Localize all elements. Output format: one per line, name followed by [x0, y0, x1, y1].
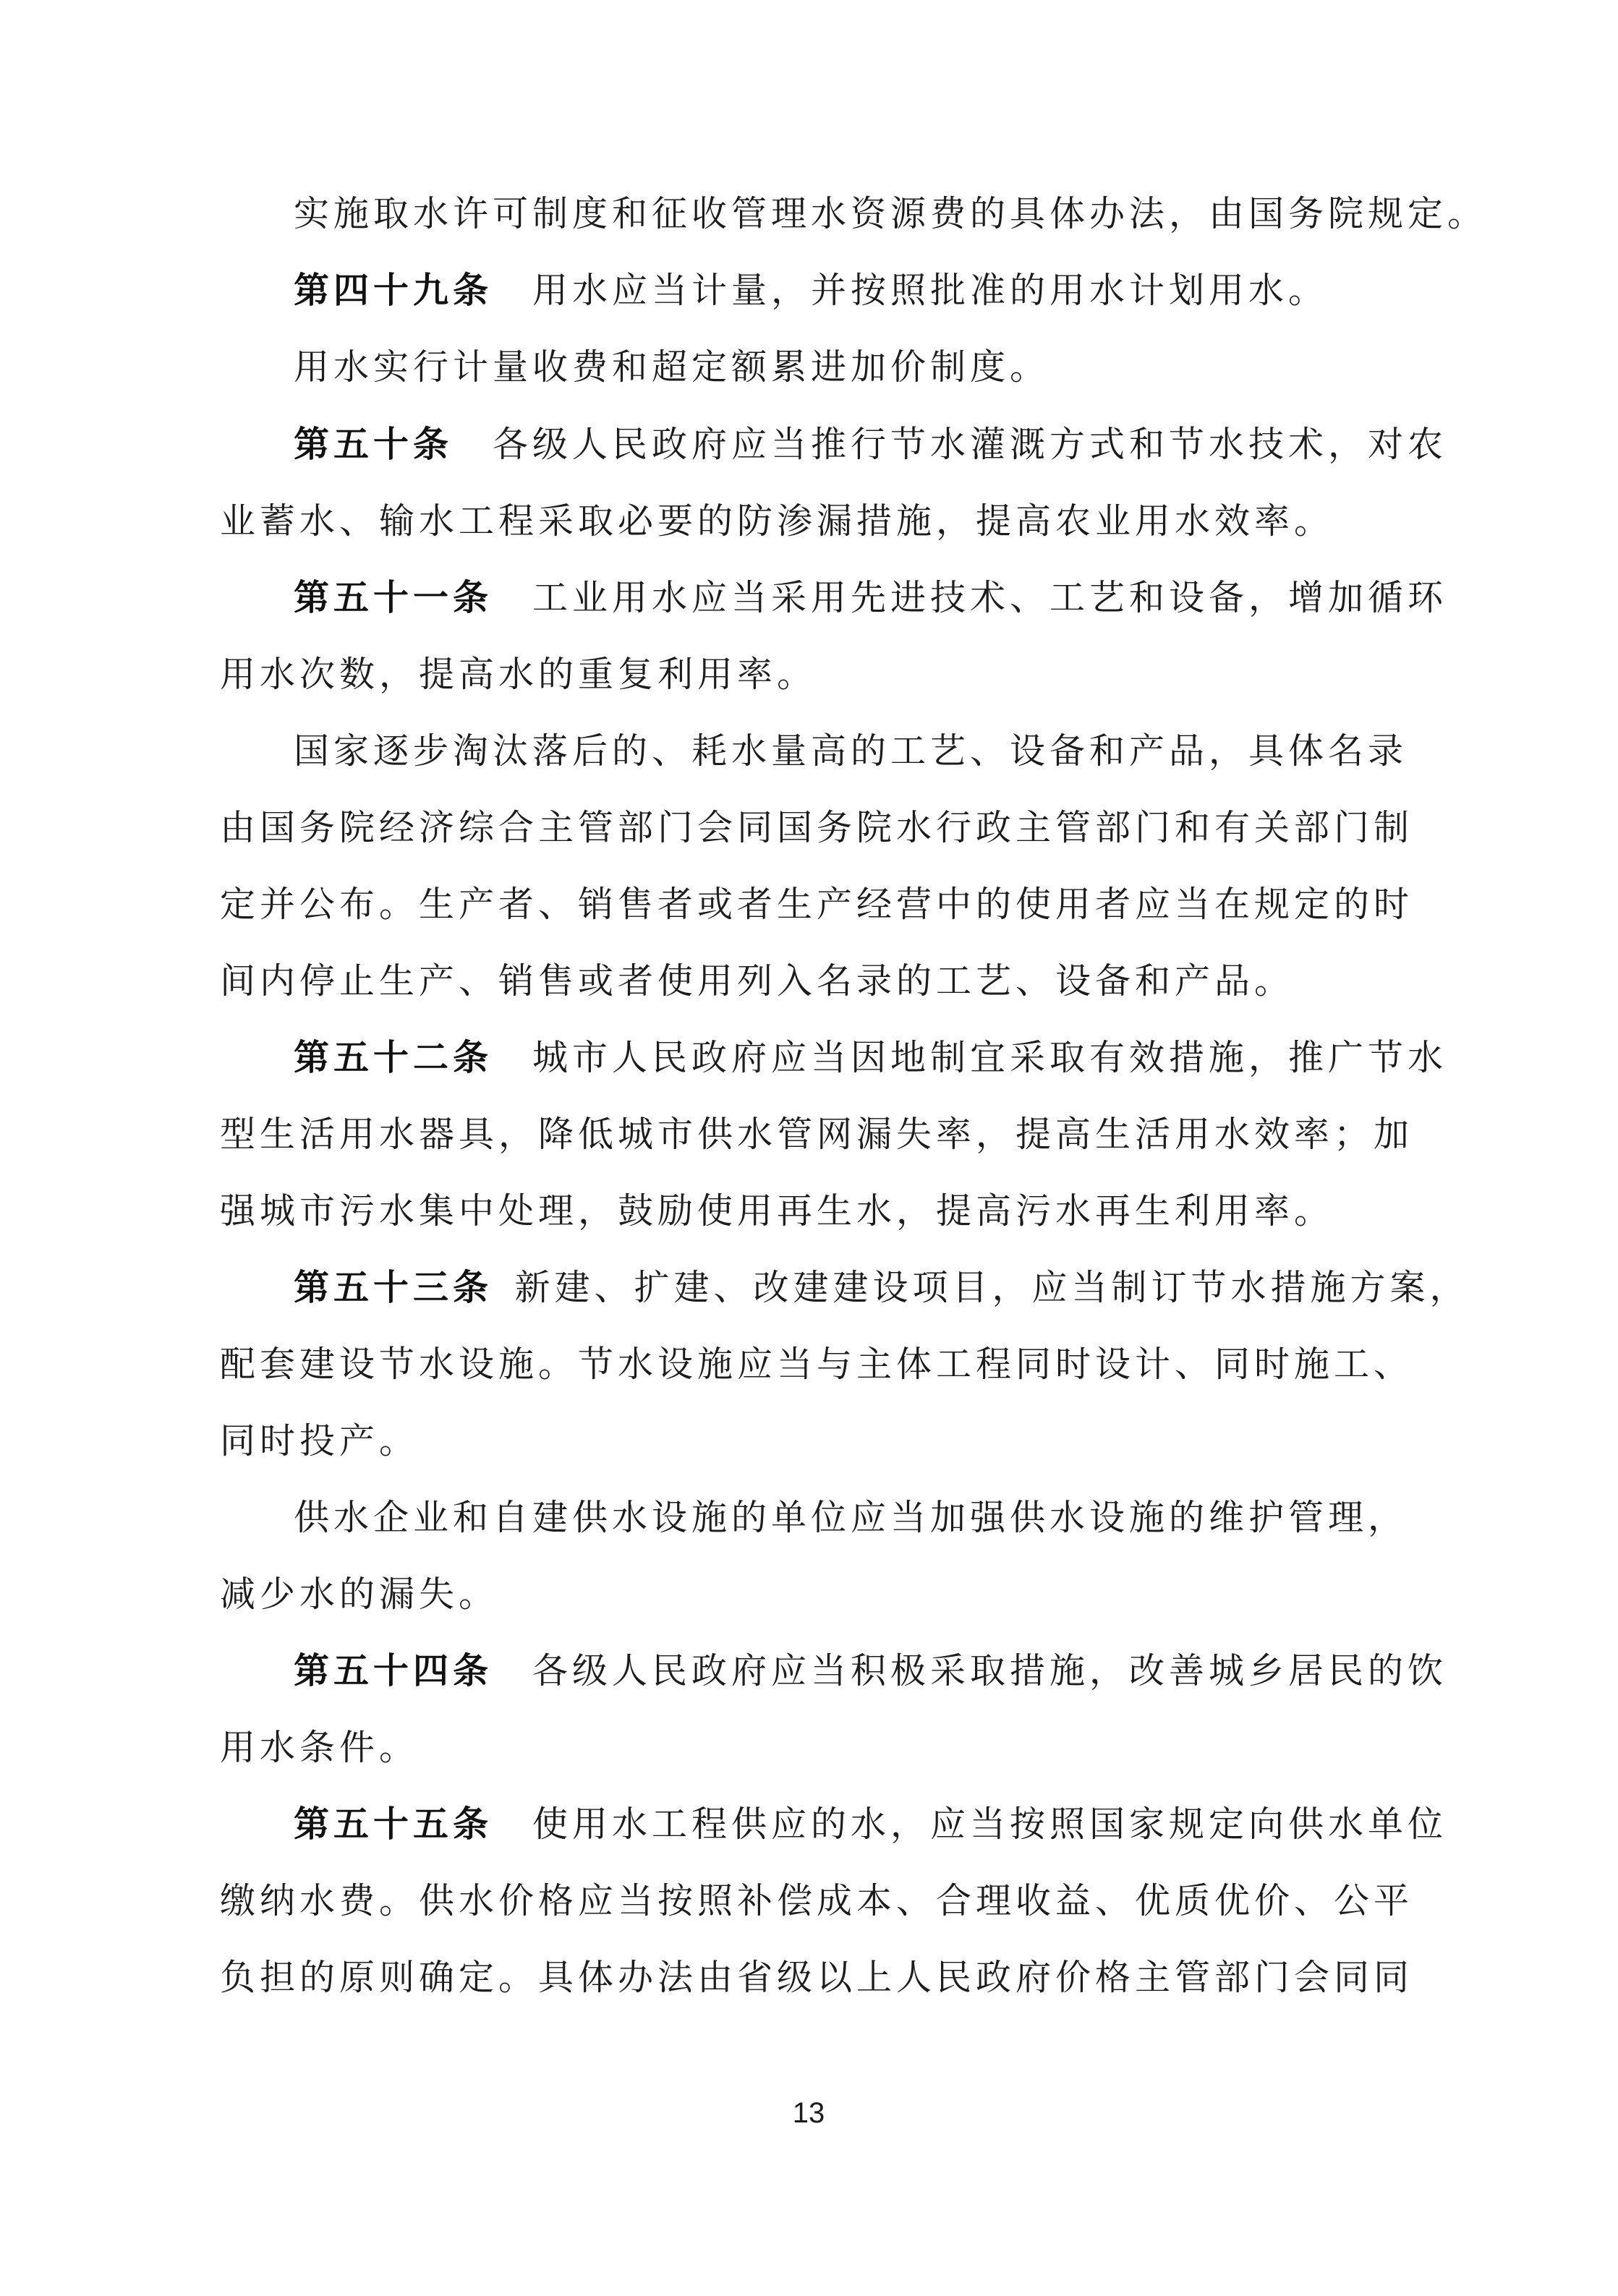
paragraph-line: [294, 342, 1384, 393]
paragraph-line: [220, 1416, 1384, 1467]
article-heading: 第四十九条: [294, 270, 493, 311]
body-text: 型生活用水器具，降低城市供水管网漏失率，提高生活用水效率；加: [220, 1114, 1414, 1155]
article-line: [294, 265, 1384, 316]
body-text: 国家逐步淘汰落后的、耗水量高的工艺、设备和产品，具体名录: [294, 730, 1408, 772]
body-text: 缴纳水费。供水价格应当按照补偿成本、合理收益、优质优价、公平: [220, 1880, 1414, 1921]
article-line: [294, 419, 1448, 470]
body-text: 减少水的漏失。: [220, 1574, 499, 1615]
body-text: 各级人民政府应当积极采取措施，改善城乡居民的饮: [532, 1650, 1448, 1691]
body-text: 新建、扩建、改建建设项目，应当制订节水措施方案，: [514, 1267, 1470, 1308]
article-heading: 第五十二条: [294, 1037, 493, 1078]
paragraph-line: [220, 1109, 1414, 1160]
body-text: 用水实行计量收费和超定额累进加价制度。: [294, 346, 1050, 388]
article-line: [294, 1033, 1448, 1083]
paragraph-line: [220, 1876, 1414, 1926]
paragraph-line: [220, 1953, 1414, 2003]
body-text: 用水条件。: [220, 1727, 420, 1768]
article-heading: 第五十四条: [294, 1650, 493, 1691]
body-text: 各级人民政府应当推行节水灌溉方式和节水技术，对农: [493, 424, 1448, 465]
paragraph-line: [220, 1723, 1384, 1773]
paragraph-line: [220, 803, 1414, 853]
paragraph-line: [220, 879, 1414, 930]
body-text: 用水应当计量，并按照批准的用水计划用水。: [532, 270, 1329, 311]
body-text: 配套建设节水设施。节水设施应当与主体工程同时设计、同时施工、: [220, 1344, 1414, 1385]
article-heading: 第五十一条: [294, 577, 493, 618]
body-text: 用水次数，提高水的重复利用率。: [220, 654, 817, 695]
article-line: [294, 1263, 1470, 1313]
body-text: 使用水工程供应的水，应当按照国家规定向供水单位: [532, 1804, 1448, 1845]
body-text: 定并公布。生产者、销售者或者生产经营中的使用者应当在规定的时: [220, 884, 1414, 925]
article-heading: 第五十条: [294, 424, 454, 465]
paragraph-line: [220, 1569, 1384, 1620]
article-heading: 第五十五条: [294, 1804, 493, 1845]
paragraph-line: [220, 649, 1384, 700]
page-number: 13: [792, 2097, 825, 2129]
paragraph-line: [220, 496, 1384, 547]
article-line: [294, 1646, 1448, 1697]
paragraph-line: [294, 189, 1488, 239]
paragraph-line: [294, 726, 1408, 777]
article-line: [294, 1799, 1448, 1850]
body-text: 工业用水应当采用先进技术、工艺和设备，增加循环: [532, 577, 1448, 618]
paragraph-line: [220, 956, 1384, 1007]
body-text: 同时投产。: [220, 1420, 420, 1461]
article-heading: 第五十三条: [294, 1267, 493, 1308]
body-text: 负担的原则确定。具体办法由省级以上人民政府价格主管部门会同同: [220, 1957, 1414, 1998]
article-line: [294, 573, 1448, 623]
paragraph-line: [220, 1186, 1384, 1237]
body-text: 由国务院经济综合主管部门会同国务院水行政主管部门和有关部门制: [220, 807, 1414, 848]
body-text: 实施取水许可制度和征收管理水资源费的具体办法，由国务院规定。: [294, 193, 1488, 234]
paragraph-line: [220, 1339, 1414, 1390]
body-text: 间内停止生产、销售或者使用列入名录的工艺、设备和产品。: [220, 960, 1295, 1002]
body-text: 城市人民政府应当因地制宜采取有效措施，推广节水: [532, 1037, 1448, 1078]
body-text: 业蓄水、输水工程采取必要的防渗漏措施，提高农业用水效率。: [220, 500, 1334, 542]
body-text: 强城市污水集中处理，鼓励使用再生水，提高污水再生利用率。: [220, 1190, 1334, 1232]
paragraph-line: [294, 1493, 1408, 1543]
body-text: 供水企业和自建供水设施的单位应当加强供水设施的维护管理，: [294, 1497, 1408, 1538]
